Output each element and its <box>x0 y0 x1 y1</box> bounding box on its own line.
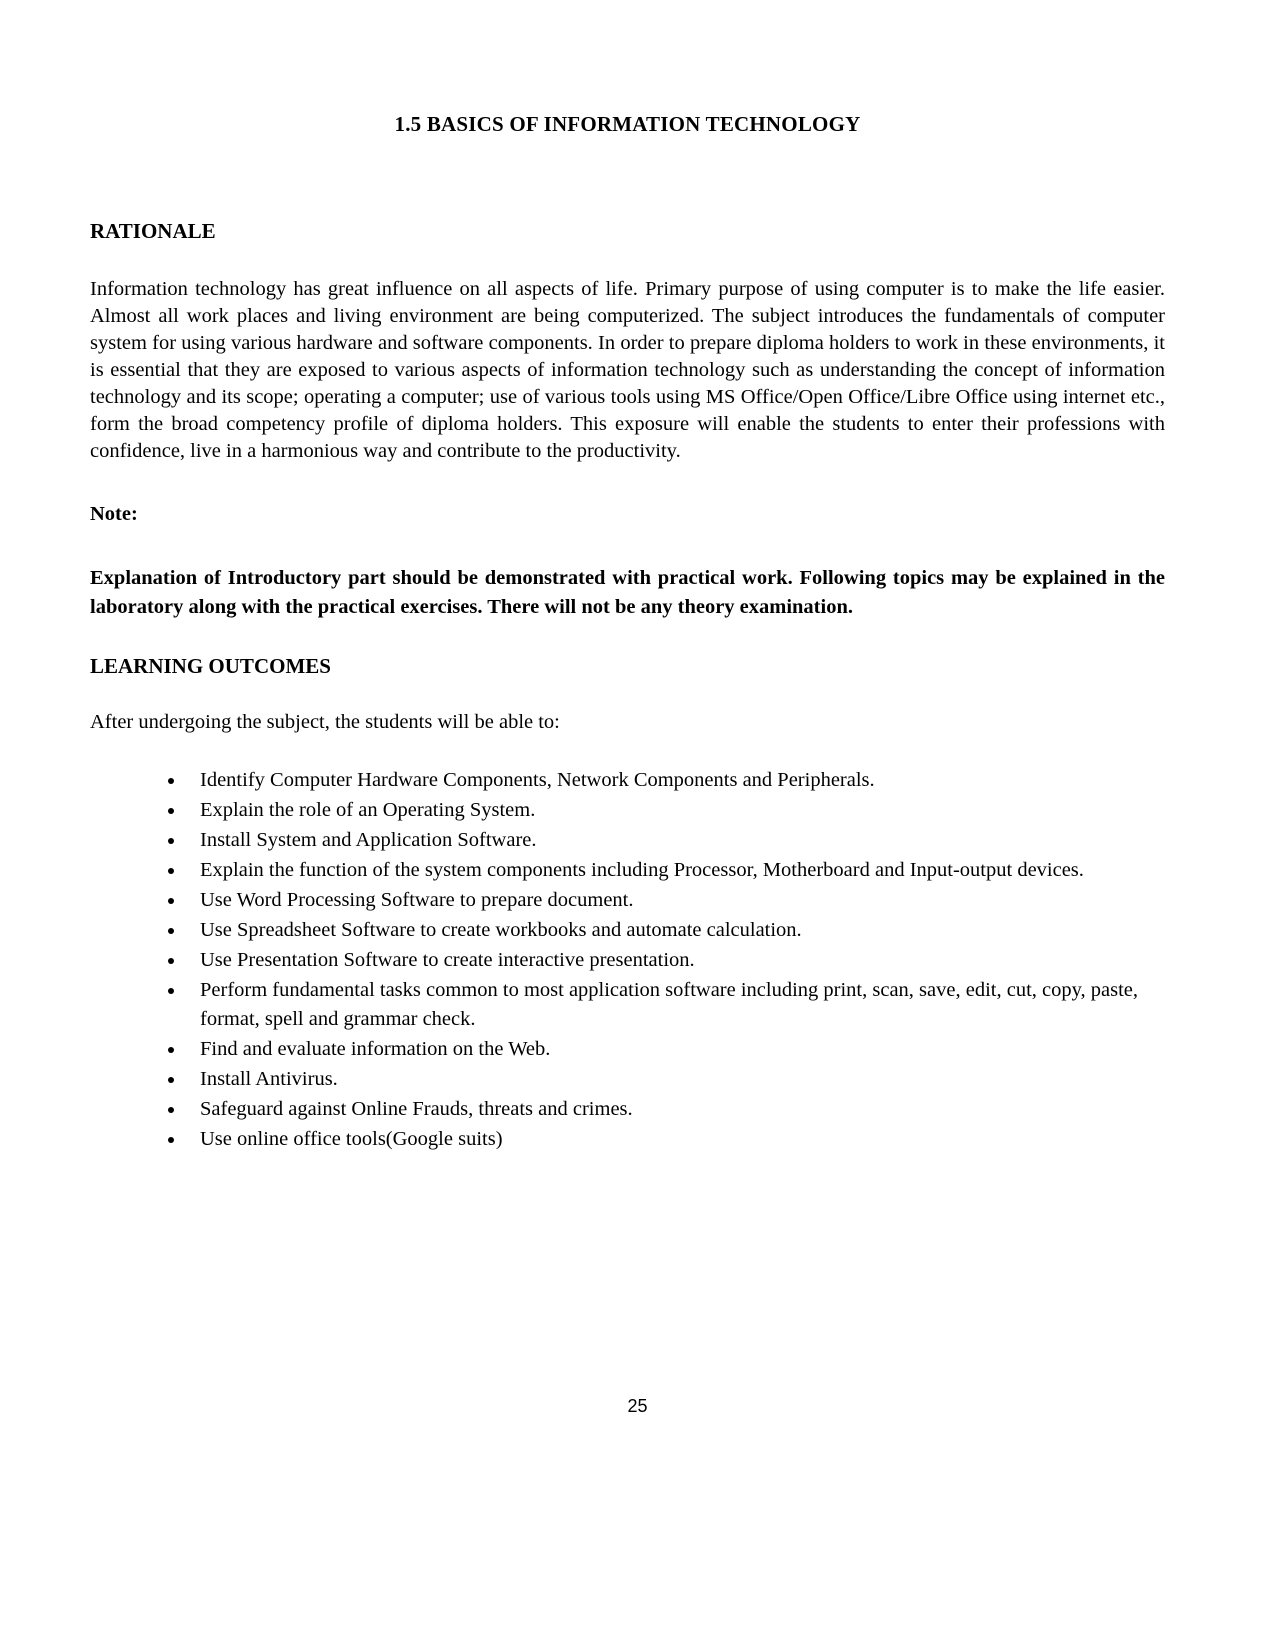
list-item: • Install System and Application Software. <box>186 826 1165 855</box>
page-title: 1.5 BASICS OF INFORMATION TECHNOLOGY <box>394 112 861 136</box>
list-item: • Install Antivirus. <box>186 1065 1165 1094</box>
note-heading: Note: <box>90 503 138 525</box>
learning-outcomes-list <box>90 766 1165 1154</box>
rationale-paragraph: Information technology has great influence on all aspects of life. Primary purpose of using computer is to make the life easier. Almost all work places and living environment are being computerized. The subject introduces the fundamentals of computer system for using various hardware and software components. In order to prepare diploma holders to work in these environments, it is essential that they are exposed to various aspects of information technology such as understanding the concept of information technology and its scope; operating a computer; use of various tools using MS Office/Open Office/Libre Office using internet etc., form the broad competency profile of diploma holders. This exposure will enable the students to enter their professions with confidence, live in a harmonious way and contribute to the productivity. <box>90 278 1165 462</box>
list-item: • Find and evaluate information on the Web. <box>186 1035 1165 1064</box>
learning-outcomes-heading: LEARNING OUTCOMES <box>90 654 331 678</box>
list-item: • Use Presentation Software to create interactive presentation. <box>186 946 1165 975</box>
list-item: • Safeguard against Online Frauds, threats and crimes. <box>186 1095 1165 1124</box>
list-item: • Explain the role of an Operating System. <box>186 796 1165 825</box>
list-item: • Identify Computer Hardware Components, Network Components and Peripherals. <box>186 766 1165 795</box>
list-item: • Use Spreadsheet Software to create workbooks and automate calculation. <box>186 916 1165 945</box>
list-item: • Use Word Processing Software to prepare document. <box>186 886 1165 915</box>
list-item: • Perform fundamental tasks common to most application software including print, scan, save, edit, cut, copy, paste, format, spell and grammar check. <box>186 976 1165 1034</box>
note-paragraph: Explanation of Introductory part should be demonstrated with practical work. Following topics may be explained in the laboratory along with the practical exercises. There will not be any theory examination. <box>90 567 1165 618</box>
learning-outcomes-intro: After undergoing the subject, the students will be able to: <box>90 711 560 733</box>
list-item: • Explain the function of the system components including Processor, Motherboard and Input-output devices. <box>186 856 1165 885</box>
page-number: 25 <box>627 1396 648 1416</box>
list-item: • Use online office tools(Google suits) <box>186 1125 1165 1154</box>
rationale-heading: RATIONALE <box>90 219 216 243</box>
